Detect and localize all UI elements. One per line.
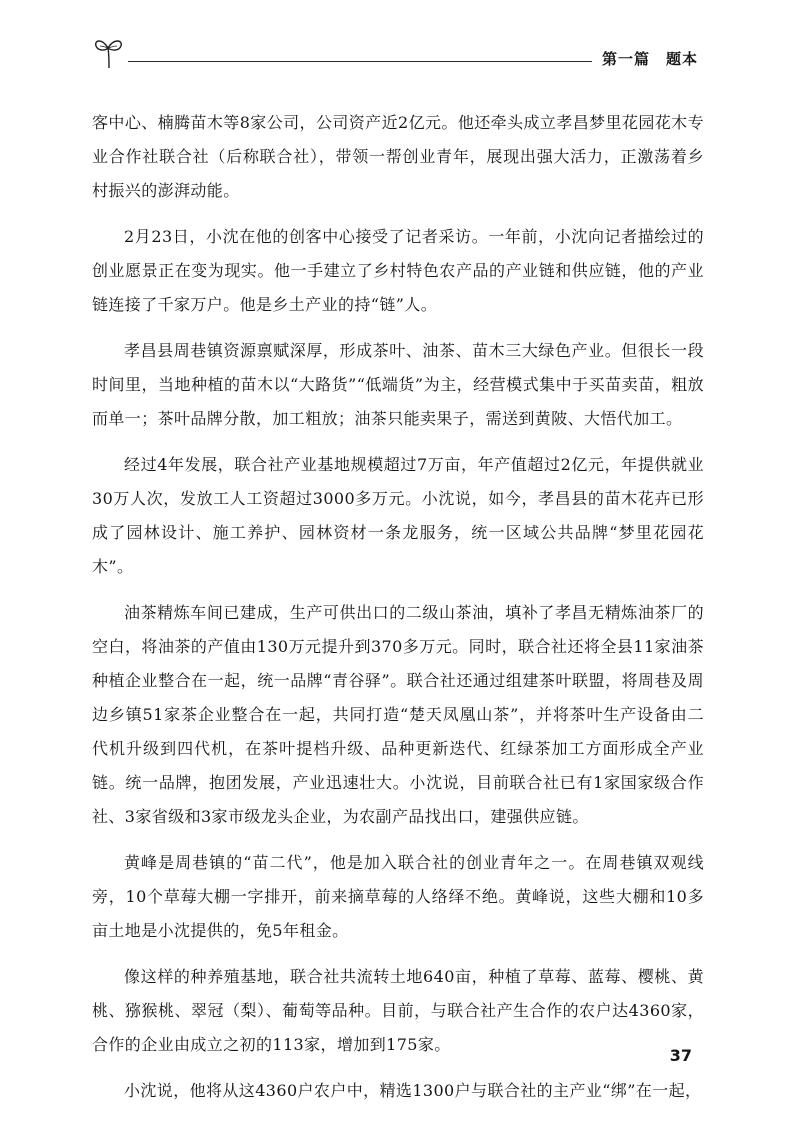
paragraph: 2月23日，小沈在他的创客中心接受了记者采访。一年前，小沈向记者描绘过的创业愿景正在变为现实。他一手建立了乡村特色农产品的产业链和供应链，他的产业链连接了千家万户。他是乡土产业的持“链”人。 [92,227,704,314]
leaf-sprout-icon [92,34,126,70]
page-number: 37 [669,1046,692,1065]
running-header [92,34,704,74]
paragraph: 像这样的种养殖基地，联合社共流转土地640亩，种植了草莓、蓝莓、樱桃、黄桃、猕猴桃、翠冠（梨）、葡萄等品种。目前，与联合社产生合作的农户达4360家，合作的企业由成立之初的113家，增加到175家。 [92,967,704,1054]
paragraph: 孝昌县周巷镇资源禀赋深厚，形成茶叶、油茶、苗木三大绿色产业。但很长一段时间里，当地种植的苗木以“大路货”“低端货”为主，经营模式集中于买苗卖苗，粗放而单一；茶叶品牌分散，加工粗放；油茶只能卖果子，需送到黄陂、大悟代加工。 [92,341,704,428]
paragraph: 油茶精炼车间已建成，生产可供出口的二级山茶油，填补了孝昌无精炼油茶厂的空白，将油茶的产值由130万元提升到370多万元。同时，联合社还将全县11家油茶种植企业整合在一起，统一品牌“青谷驿”。联合社还通过组建茶叶联盟，将周巷及周边乡镇51家茶企业整合在一起，共同打造“楚天凤凰山茶”，并将茶叶生产设备由二代机升级到四代机，在茶叶提档升级、品种更新迭代、红绿茶加工方面形成全产业链。统一品牌，抱团发展，产业迅速壮大。小沈说，目前联合社已有1家国家级合作社、3家省级和3家市级龙头企业，为农副产品找出口，建强供应链。 [92,603,704,826]
section-title: 第一篇 题本 [601,50,698,68]
paragraph: 客中心、楠腾苗木等8家公司，公司资产近2亿元。他还牵头成立孝昌梦里花园花木专业合作社联合社（后称联合社），带领一帮创业青年，展现出强大活力，正激荡着乡村振兴的澎湃动能。 [92,113,704,200]
paragraph: 经过4年发展，联合社产业基地规模超过7万亩，年产值超过2亿元，年提供就业30万人次，发放工人工资超过3000多万元。小沈说，如今，孝昌县的苗木花卉已形成了园林设计、施工养护、园林资材一条龙服务，统一区域公共品牌“梦里花园花木”。 [92,455,704,576]
paragraph: 黄峰是周巷镇的“苗二代”，他是加入联合社的创业青年之一。在周巷镇双观线旁，10个草莓大棚一字排开，前来摘草莓的人络绎不绝。黄峰说，这些大棚和10多亩土地是小沈提供的，免5年租金。 [92,853,704,940]
header-rule [128,61,592,62]
article-body [92,106,704,1120]
paragraph: 小沈说，他将从这4360户农户中，精选1300户与联合社的主产业“绑”在一起， [124,1081,702,1100]
